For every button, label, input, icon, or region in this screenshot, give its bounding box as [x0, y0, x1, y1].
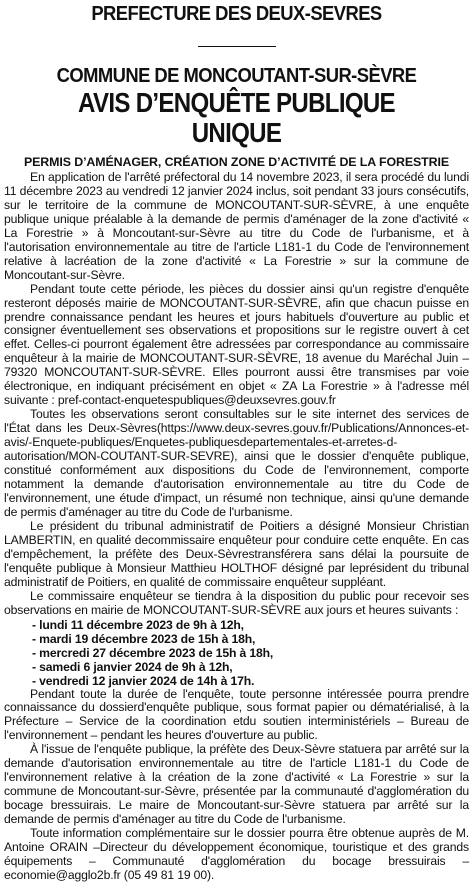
notice-subtitle: PERMIS D’AMÉNAGER, CRÉATION ZONE D’ACTIVITÉ DE LA FORESTRIE	[23, 155, 450, 169]
paragraph-permanences-intro: Le commissaire enquêteur se tiendra à la disposition du public pour recevoir ses observations en mairie de MONCOUTANT-SUR-SÈVRE aux jours et heures suivants :	[4, 588, 469, 617]
paragraph-introduction: En application de l'arrêté préfectoral du 14 novembre 2023, il sera procédé du lundi 11 décembre 2023 au vendredi 12 janvier 2024 inclus, soit pendant 33 jours consécutifs, sur le territoire de la commune de MONCOUTANT-SUR-SÈVRE, à une enquête publique unique préalable à la demande de permis d'aménager de la zone d'activité « La Forestrie » à Moncoutant-sur-Sèvre au titre du Code de l'urbanisme, et à l'autorisation environnementale au titre de l'article L181-1 du Code de l'environnement relative à lacréation de la zone d'activité « La Forestrie » sur la commune de Moncoutant-sur-Sèvre.	[4, 170, 469, 282]
permanence-date: - samedi 6 janvier 2024 de 9h à 12h,	[32, 659, 233, 674]
permanence-dates-list	[4, 618, 469, 688]
paragraph-consultation: Pendant toute la durée de l'enquête, toute personne intéressée pourra prendre connaissance du dossierd'enquête publique, sous format papier ou dématérialisé, à la Préfecture – Service de la coordination etdu soutien interministériels – Bureau de l'environnement – pendant les heures d'ouverture au public.	[4, 686, 469, 743]
commune-heading: COMMUNE DE MONCOUTANT-SUR-SÈVRE	[56, 65, 417, 87]
permanence-date: - mercredi 27 décembre 2023 de 15h à 18h,	[32, 645, 274, 660]
notice-body	[4, 171, 469, 883]
prefecture-heading: PREFECTURE DES DEUX-SEVRES	[91, 3, 382, 25]
notice-title: AVIS D’ENQUÊTE PUBLIQUE UNIQUE	[78, 87, 395, 148]
paragraph-registry: Pendant toute cette période, les pièces du dossier ainsi qu'un registre d'enquête resteront déposés mairie de MONCOUTANT-SUR-SÈVRE, afin que chacun puisse en prendre connaissance pendant les heures et jours habituels d'ouverture au public et consigner éventuellement ses observations et propositions sur le registre ouvert à cet effet. Celles-ci pourront également être adressées par correspondance au commissaire enquêteur à la mairie de MONCOUTANT-SUR-SÈVRE, 18 avenue du Maréchal Juin – 79320 MONCOUTANT-SUR-SÈVRE. Elles pourront aussi être transmises par voie électronique, en indiquant précisément en objet « ZA La Forestrie » à l'adresse mél suivante : pref-contact-enquetespubliques@deuxsevres.gouv.fr	[4, 281, 469, 408]
permanence-date: - lundi 11 décembre 2023 de 9h à 12h,	[32, 617, 244, 632]
divider	[198, 46, 276, 47]
permanence-date: - mardi 19 décembre 2023 de 15h à 18h,	[32, 631, 256, 646]
permanence-date: - vendredi 12 janvier 2024 de 14h à 17h.	[32, 673, 255, 688]
paragraph-contact: Toute information complémentaire sur le dossier pourra être obtenue auprès de M. Antoine ORAIN –Directeur du développement économique, touristique et des grands équipements – Communauté d'agglomération du bocage bressuirais – economie@agglo2b.fr (05 49 81 19 00).	[4, 826, 469, 882]
paragraph-commissioner: Le président du tribunal administratif de Poitiers a désigné Monsieur Christian LAMBERTIN, en qualité decommissaire enquêteur pour conduire cette enquête. En cas d'empêchement, la préfète des Deux-Sèvrestransférera sans délai la poursuite de l'enquête publique à Monsieur Matthieu HOLTHOF désigné par leprésident du tribunal administratif de Poitiers, en qualité de commissaire enquêteur suppléant.	[4, 518, 469, 589]
paragraph-online-observations: Toutes les observations seront consultables sur le site internet des services de l'État dans les Deux-Sèvres(https://www.deux-sevres.gouv.fr/Publications/Annonces-et-avis/-Enquete-publiques/Enquetes-publiquesdepartementales-et-arretes-d-autorisation/MON-COUTANT-SUR-SEVRE), ainsi que le dossier d'enquête publique, constitué conformément aux dispositions du Code de l'environnement, comporte notamment la demande d'autorisation environnementale au titre du Code de l'environnement, une étude d'impact, un résumé non technique, ainsi qu'une demande de permis d'aménager au titre du Code de l'urbanisme.	[4, 407, 469, 519]
paragraph-decision: À l'issue de l'enquête publique, la préfète des Deux-Sèvre statuera par arrêté sur la demande d'autorisation environnementale au titre de l'article L181-1 du Code de l'environnement relative à la création de la zone d'activité « La Forestrie » sur la commune de Moncoutant-sur-Sèvre, présentée par la communauté d'agglomération du bocage bressuirais. Le maire de Moncoutant-sur-Sèvre statuera par arrêté sur la demande de permis d'aménager au titre du Code de l'urbanisme.	[4, 742, 469, 827]
